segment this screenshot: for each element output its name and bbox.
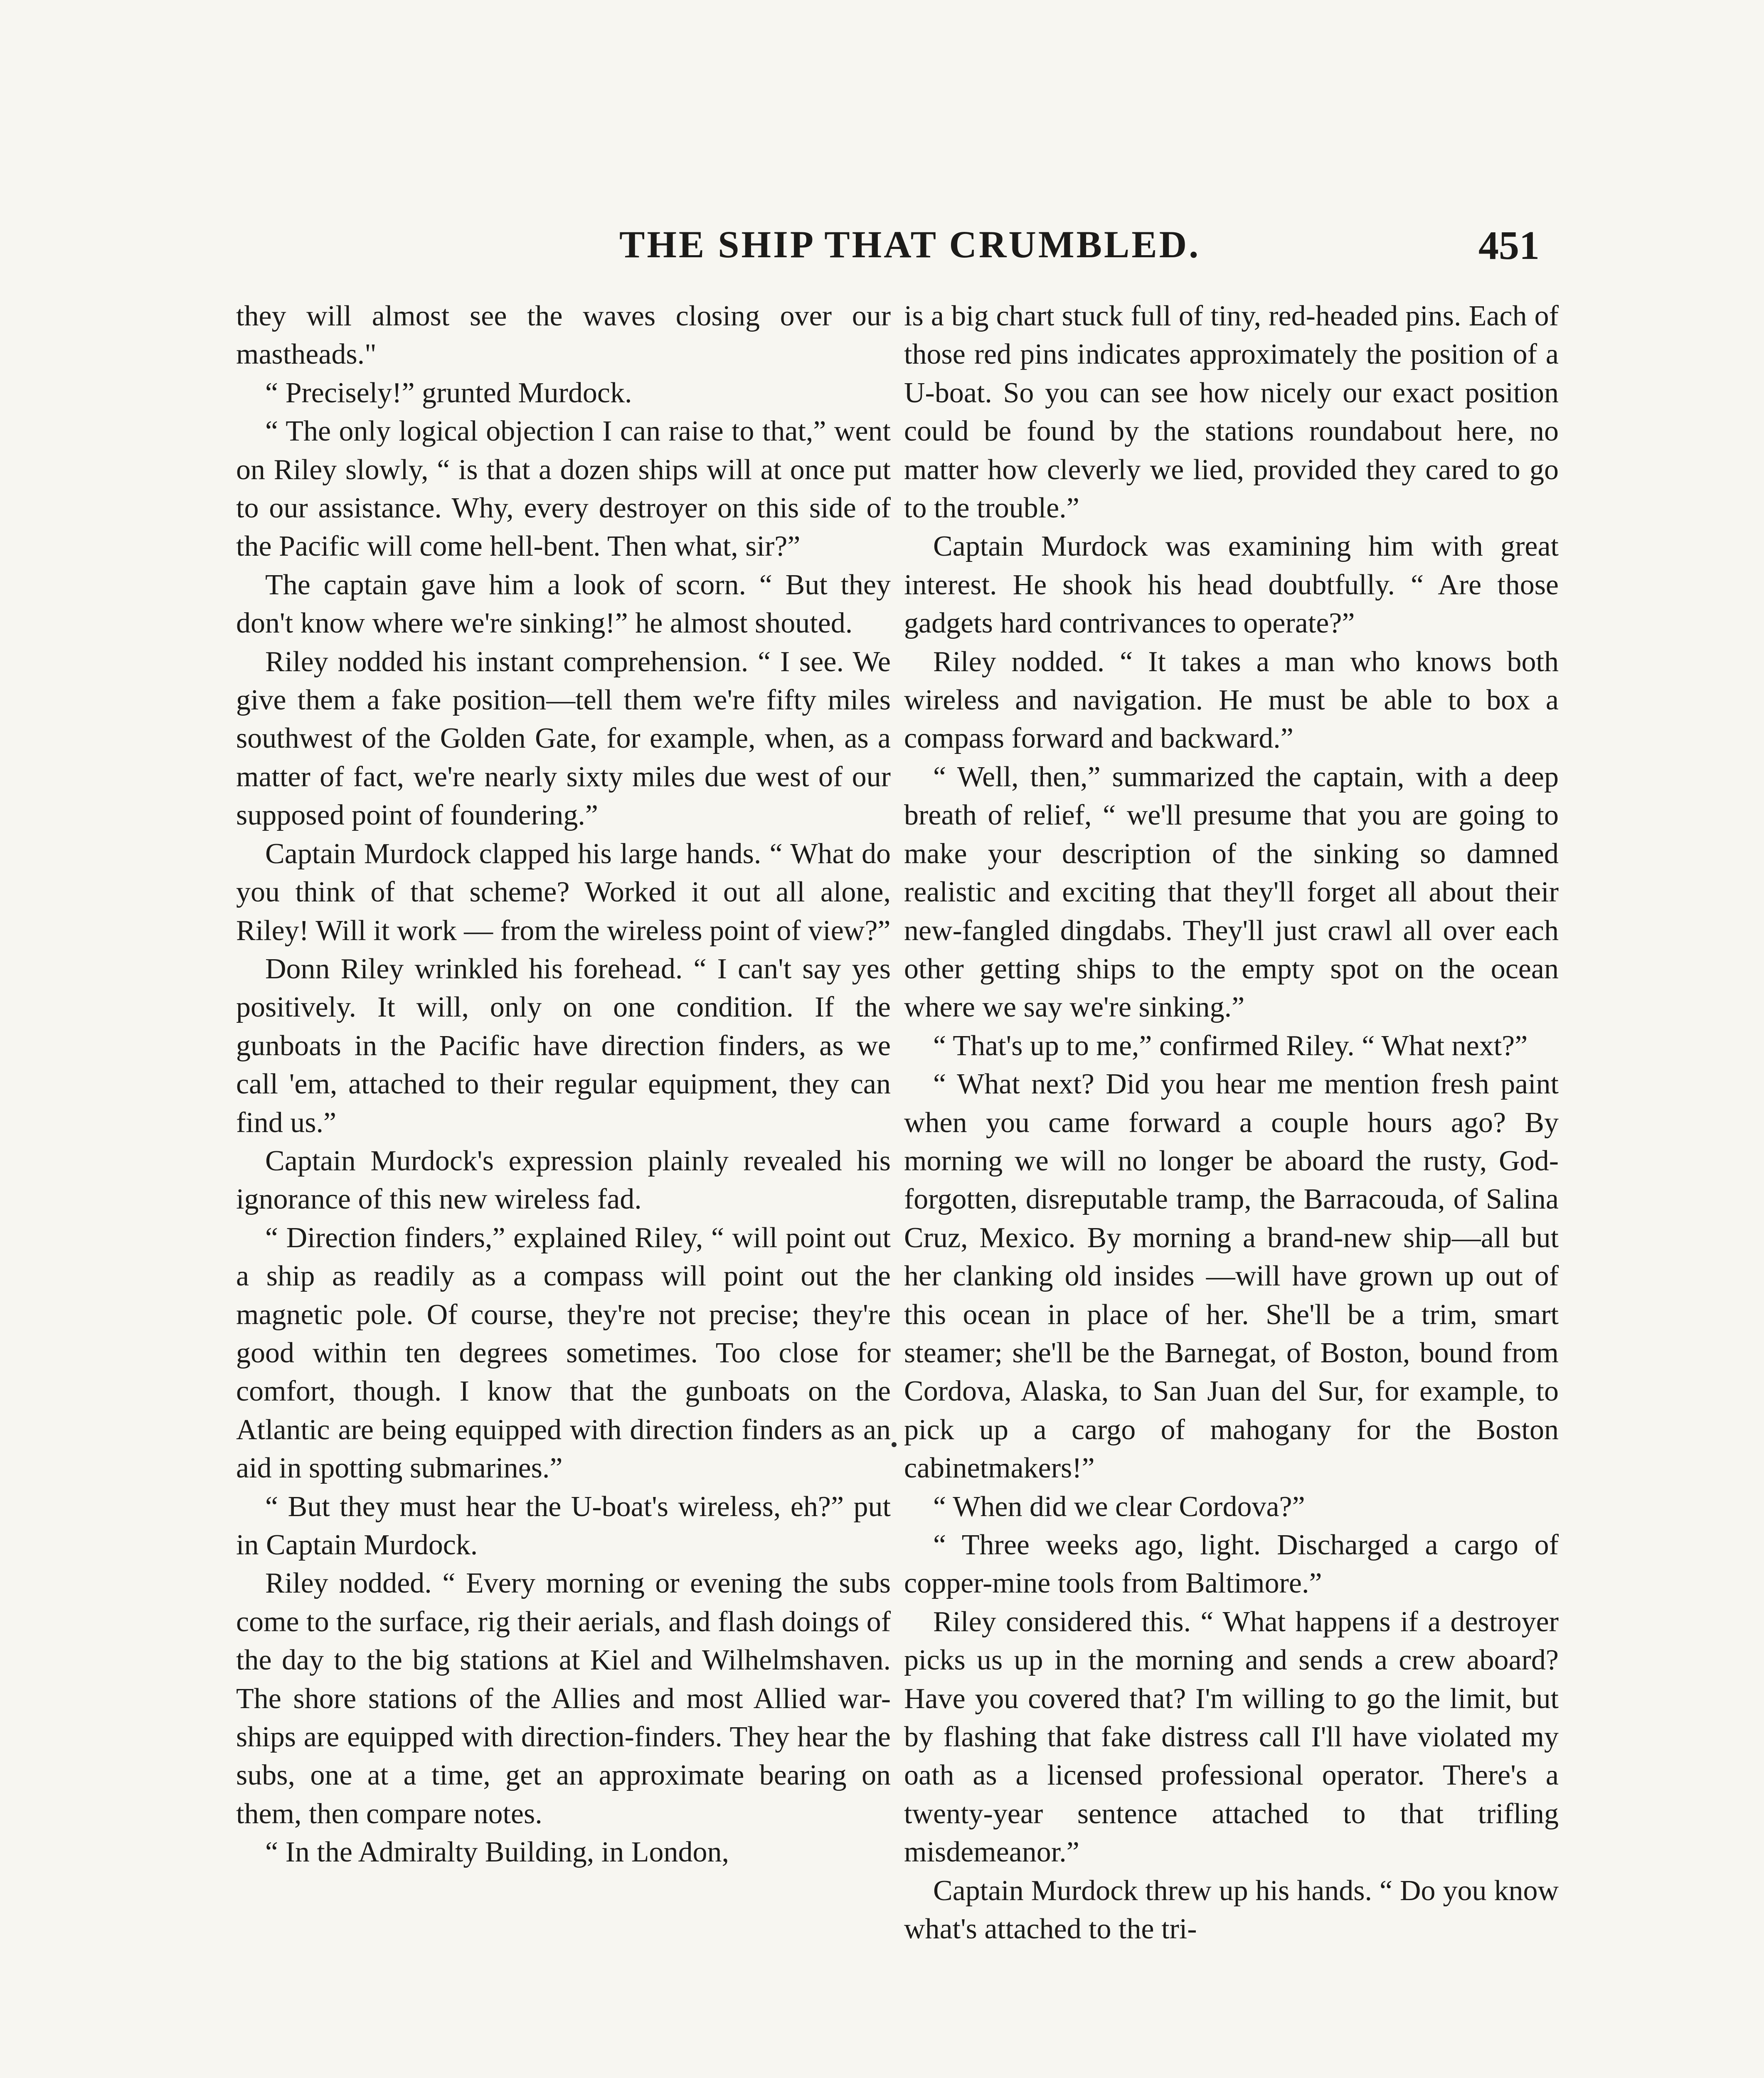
left-column [236, 297, 891, 1872]
paragraph: is a big chart stuck full of tiny, red-headed pins. Each of those red pins indicates approximately the position of a U-boat. So you can see how nicely our exact position could be found by the stations roundabout here, no matter how cleverly we lied, provided they cared to go to the trouble.” [904, 300, 1559, 524]
paragraph: they will almost see the waves closing over our mastheads." [236, 300, 891, 371]
page-number: 451 [1478, 223, 1540, 268]
paragraph: Riley considered this. “ What happens if a destroyer picks us up in the morning and sends a crew aboard? Have you covered that? I'm willing to go the limit, but by flashing that fake distress call I'll have violated my oath as a licensed professional operator. There's a twenty-year sentence attached to that trifling misdemeanor.” [904, 1605, 1559, 1869]
paragraph: Riley nodded. “ It takes a man who knows both wireless and navigation. He must be able to box a compass forward and backward.” [904, 645, 1559, 755]
paragraph: “ That's up to me,” confirmed Riley. “ What next?” [933, 1029, 1528, 1062]
paragraph: “ What next? Did you hear me mention fresh paint when you came forward a couple hours ago? By morning we will no longer be aboard the rusty, God-forgotten, disreputable tramp, the Barracouda, of Salina Cruz, Mexico. By morning a brand-new ship—all but her clanking old insides —will have grown up out of this ocean in place of her. She'll be a trim, smart steamer; she'll be the Barnegat, of Boston, bound from Cordova, Alaska, to San Juan del Sur, for example, to pick up a cargo of mahogany for the Boston cabinetmakers!” [904, 1068, 1559, 1485]
paragraph: Captain Murdock was examining him with great interest. He shook his head doubtfully. “ Are those gadgets hard contrivances to operate?” [904, 530, 1559, 640]
paragraph: “ Direction finders,” explained Riley, “ will point out a ship as readily as a compass will point out the magnetic pole. Of course, they're not precise; they're good within ten degrees sometimes. Too close for comfort, though. I know that the gunboats on the Atlantic are being equipped with direction finders as an aid in spotting submarines.” [236, 1221, 891, 1485]
ink-speck [892, 1442, 897, 1447]
paragraph: “ In the Admiralty Building, in London, [265, 1836, 729, 1869]
right-column [904, 297, 1559, 1948]
paragraph: Riley nodded. “ Every morning or evening the subs come to the surface, rig their aerials, and flash doings of the day to the big stations at Kiel and Wilhelmshaven. The shore stations of the Allies and most Allied war-ships are equipped with direction-finders. They hear the subs, one at a time, get an approximate bearing on them, then compare notes. [236, 1567, 891, 1830]
paragraph: “ When did we clear Cordova?” [933, 1490, 1305, 1523]
paragraph: Captain Murdock clapped his large hands. “ What do you think of that scheme? Worked it out all alone, Riley! Will it work — from the wireless point of view?” [236, 837, 891, 947]
paragraph: “ Well, then,” summarized the captain, with a deep breath of relief, “ we'll presume that you are going to make your description of the sinking so damned realistic and exciting that they'll forget all about their new-fangled dingdabs. They'll just crawl all over each other getting ships to the empty spot on the ocean where we say we're sinking.” [904, 761, 1559, 1024]
paragraph: Donn Riley wrinkled his forehead. “ I can't say yes positively. It will, only on one condition. If the gunboats in the Pacific have direction finders, as we call 'em, attached to their regular equipment, they can find us.” [236, 953, 891, 1139]
paragraph: Captain Murdock threw up his hands. “ Do you know what's attached to the tri- [904, 1874, 1559, 1945]
paragraph: Captain Murdock's expression plainly revealed his ignorance of this new wireless fad. [236, 1145, 891, 1216]
paragraph: “ Three weeks ago, light. Discharged a cargo of copper-mine tools from Baltimore.” [904, 1529, 1559, 1600]
paragraph: “ Precisely!” grunted Murdock. [265, 377, 632, 409]
paragraph: Riley nodded his instant comprehension. “ I see. We give them a fake position—tell them we're fifty miles southwest of the Golden Gate, for example, when, as a matter of fact, we're nearly sixty miles due west of our supposed point of foundering.” [236, 645, 891, 832]
page-header [0, 222, 1764, 276]
paragraph: The captain gave him a look of scorn. “ But they don't know where we're sinking!” he almost shouted. [236, 569, 891, 640]
running-head: THE SHIP THAT CRUMBLED. [619, 223, 1201, 266]
paragraph: “ But they must hear the U-boat's wireless, eh?” put in Captain Murdock. [236, 1490, 891, 1561]
paragraph: “ The only logical objection I can raise to that,” went on Riley slowly, “ is that a dozen ships will at once put to our assistance. Why, every destroyer on this side of the Pacific will come hell-bent. Then what, sir?” [236, 415, 891, 563]
